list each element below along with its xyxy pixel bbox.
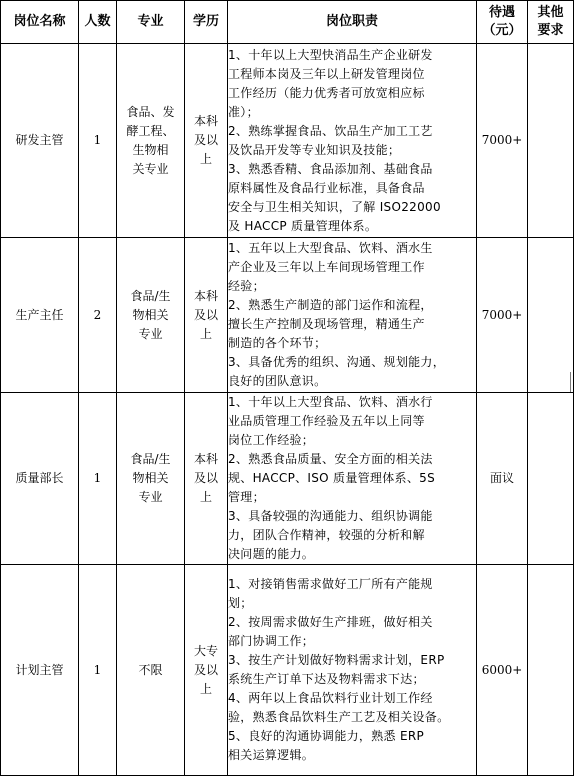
- header-salary-line: 待遇: [488, 5, 515, 20]
- headcount-cell: 1: [79, 44, 117, 238]
- duty-line: 及 HACCP 质量管理体系。: [228, 218, 378, 233]
- duty-line: 擅长生产控制及现场管理，精通生产: [228, 317, 425, 331]
- header-other-line: 其他: [537, 5, 564, 20]
- duty-line: 决问题的能力。: [228, 547, 315, 561]
- education-line: 及以: [193, 133, 218, 147]
- duty-line: 岗位工作经验；: [228, 433, 315, 447]
- major-line: 专业: [138, 490, 163, 504]
- scroll-marker: [570, 372, 571, 392]
- duty-line: 3、具备优秀的组织、沟通、规划能力，: [228, 355, 446, 369]
- duty-line: 及饮品开发等专业知识及技能；: [228, 142, 401, 157]
- education-line: 上: [199, 681, 212, 696]
- duty-line: 准）；: [228, 104, 259, 119]
- headcount-cell: 1: [79, 565, 117, 776]
- duty-line: 4、两年以上食品饮料行业计划工作经: [228, 691, 433, 705]
- duty-line: 部门协调工作；: [228, 634, 315, 648]
- header-other-line: 要求: [537, 23, 564, 38]
- major-line: 食品/生: [130, 288, 171, 303]
- duty-line: 制造的各个环节；: [228, 336, 327, 350]
- duties-cell: [228, 393, 477, 565]
- duty-line: 力，团队合作精神，较强的分析和解: [228, 528, 425, 542]
- education-cell: [185, 238, 228, 393]
- duty-line: 原料属性及食品行业标准，具备食品: [228, 180, 425, 195]
- major-line: 酵工程、: [126, 123, 175, 138]
- education-line: 上: [199, 326, 212, 341]
- duty-line: 3、具备较强的沟通能力、组织协调能: [228, 509, 433, 523]
- table-row: [1, 565, 574, 776]
- major-line: 物相关: [132, 471, 169, 485]
- education-line: 及以: [193, 471, 218, 485]
- job-title-cell: 研发主管: [1, 44, 79, 238]
- education-line: 本科: [193, 288, 218, 303]
- duty-line: 1、五年以上大型食品、饮料、酒水生: [228, 241, 433, 255]
- education-line: 上: [199, 152, 212, 166]
- duty-line: 5、良好的沟通协调能力，熟悉 ERP: [228, 729, 425, 743]
- duty-line: 划；: [228, 596, 253, 610]
- duty-line: 工作经历（能力优秀者可放宽相应标: [228, 85, 425, 100]
- duty-line: 良好的团队意识。: [228, 374, 327, 388]
- duty-line: 1、十年以上大型快消品生产企业研发: [228, 47, 433, 62]
- salary-cell: 6000+: [477, 565, 528, 776]
- education-cell: [185, 565, 228, 776]
- major-cell: [117, 238, 185, 393]
- major-cell: [117, 44, 185, 238]
- education-line: 本科: [193, 114, 218, 128]
- education-line: 及以: [193, 307, 218, 322]
- duty-line: 2、按周需求做好生产排班，做好相关: [228, 615, 433, 629]
- job-title-cell: 计划主管: [1, 565, 79, 776]
- duty-line: 系统生产订单下达及物料需求下达；: [228, 672, 425, 686]
- header-salary: [477, 1, 528, 44]
- major-line: 生物相: [132, 142, 169, 157]
- major-line: 关专业: [132, 161, 169, 176]
- other-requirements-cell: [528, 44, 574, 238]
- duties-cell: [228, 44, 477, 238]
- education-line: 大专: [193, 643, 218, 658]
- education-cell: [185, 44, 228, 238]
- major-line: 物相关: [132, 307, 169, 322]
- salary-cell: 7000+: [477, 44, 528, 238]
- major-cell: [117, 565, 185, 776]
- duties-cell: [228, 238, 477, 393]
- salary-cell: 面议: [477, 393, 528, 565]
- job-title-cell: 质量部长: [1, 393, 79, 565]
- major-line: 不限: [138, 662, 163, 677]
- header-salary-line: （元）: [482, 23, 522, 38]
- duty-line: 安全与卫生相关知识，了解 ISO22000: [228, 199, 441, 214]
- other-requirements-cell: [528, 565, 574, 776]
- salary-cell: 7000+: [477, 238, 528, 393]
- header-other: [528, 1, 574, 44]
- table-row: [1, 393, 574, 565]
- header-duties: 岗位职责: [228, 1, 477, 44]
- duty-line: 产企业及三年以上车间现场管理工作: [228, 260, 425, 274]
- headcount-cell: 2: [79, 238, 117, 393]
- major-cell: [117, 393, 185, 565]
- duty-line: 3、熟悉香精、食品添加剂、基础食品: [228, 161, 433, 176]
- duty-line: 相关运算逻辑。: [228, 748, 315, 762]
- header-count: 人数: [79, 1, 117, 44]
- duty-line: 2、熟练掌握食品、饮品生产加工工艺: [228, 123, 433, 138]
- duty-line: 1、对接销售需求做好工厂所有产能规: [228, 577, 433, 591]
- job-title-cell: 生产主任: [1, 238, 79, 393]
- duty-line: 工程师本岗及三年以上研发管理岗位: [228, 66, 425, 81]
- duty-line: 2、熟悉食品质量、安全方面的相关法: [228, 452, 433, 466]
- table-row: [1, 44, 574, 238]
- duty-line: 管理；: [228, 490, 265, 504]
- education-line: 本科: [193, 452, 218, 466]
- duty-line: 2、熟悉生产制造的部门运作和流程，: [228, 298, 433, 312]
- header-major: 专业: [117, 1, 185, 44]
- duty-line: 业品质管理工作经验及五年以上同等: [228, 414, 425, 428]
- education-line: 上: [199, 490, 212, 504]
- duty-line: 经验；: [228, 279, 265, 293]
- duties-cell: [228, 565, 477, 776]
- duty-line: 验，熟悉食品饮料生产工艺及相关设备。: [228, 710, 450, 724]
- education-line: 及以: [193, 662, 218, 677]
- header-row: [1, 1, 574, 44]
- major-line: 食品/生: [130, 452, 171, 466]
- table-row: [1, 238, 574, 393]
- header-education: 学历: [185, 1, 228, 44]
- major-line: 专业: [138, 326, 163, 341]
- other-requirements-cell: [528, 393, 574, 565]
- major-line: 食品、发: [126, 104, 175, 119]
- header-title: 岗位名称: [1, 1, 79, 44]
- headcount-cell: 1: [79, 393, 117, 565]
- other-requirements-cell: [528, 238, 574, 393]
- education-cell: [185, 393, 228, 565]
- duty-line: 3、按生产计划做好物料需求计划，ERP: [228, 653, 445, 667]
- duty-line: 规、HACCP、ISO 质量管理体系、5S: [228, 471, 435, 485]
- duty-line: 1、十年以上大型食品、饮料、酒水行: [228, 395, 433, 409]
